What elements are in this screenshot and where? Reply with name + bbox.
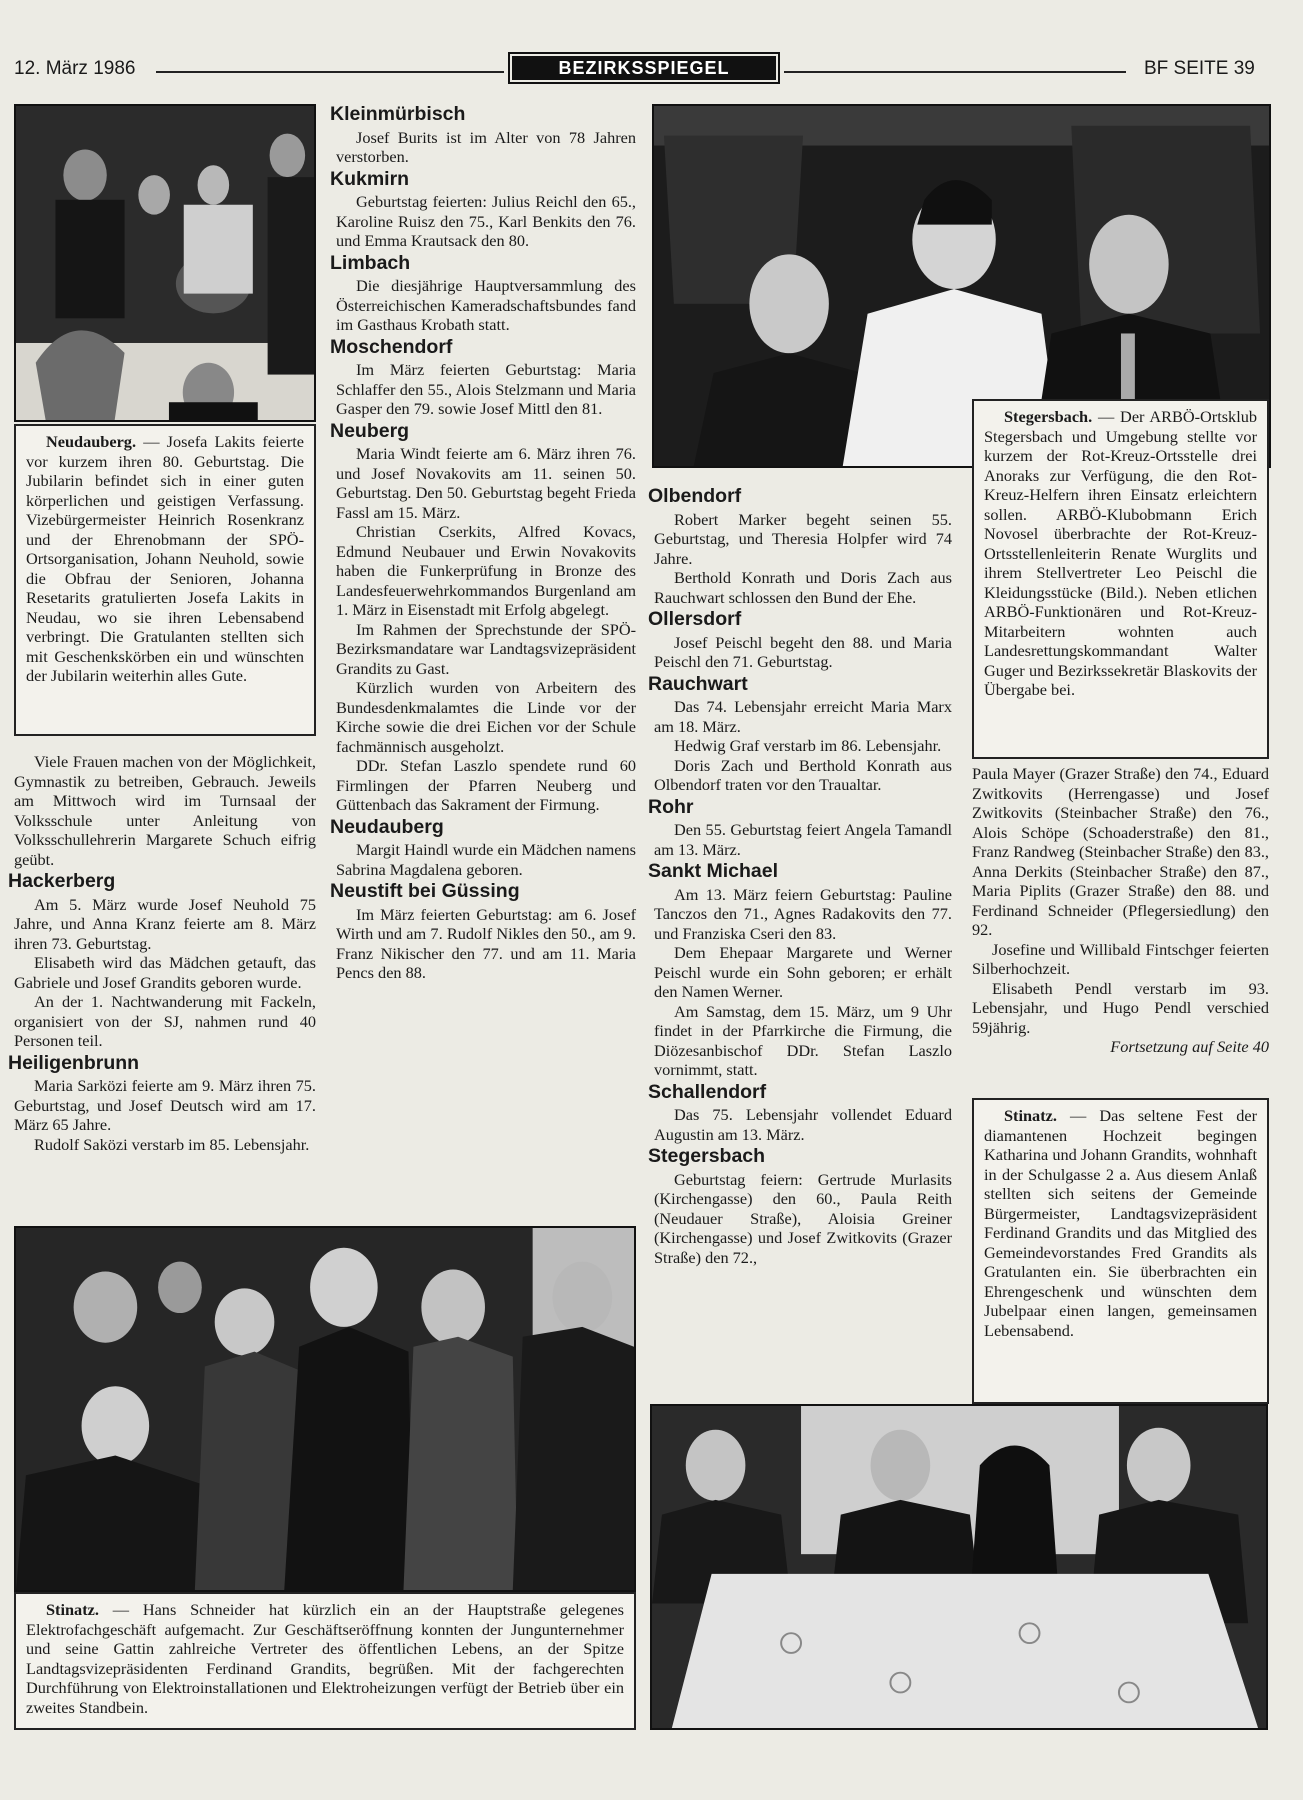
- paragraph: Die diesjährige Hauptversammlung des Österreichischen Kameradschaftsbundes fand im Gasthaus Krobath statt.: [336, 276, 636, 334]
- heading-heiligenbrunn: Heiligenbrunn: [8, 1051, 140, 1074]
- column-1: [8, 752, 316, 1154]
- caption-place: Stegersbach.: [1004, 407, 1093, 426]
- paragraph: Josefine und Willibald Fintschger feierten Silberhochzeit.: [972, 939, 1269, 978]
- paragraph: Kürzlich wurden von Arbeitern des Bundesdenkmalamtes die Linde vor der Kirche sowie die drei Eichen vor der Schule fachmännisch ausgeholzt.: [336, 678, 636, 756]
- heading-rauchwart: Rauchwart: [648, 672, 748, 695]
- paragraph: Geburtstag feierten: Julius Reichl den 65., Karoline Ruisz den 75., Karl Benkits den 76. und Emma Krautsack den 80.: [336, 192, 636, 250]
- paragraph: Margit Haindl wurde ein Mädchen namens Sabrina Magdalena geboren.: [336, 840, 636, 879]
- paragraph: Elisabeth wird das Mädchen getauft, das Gabriele und Josef Grandits geboren wurde.: [14, 953, 316, 992]
- paragraph: Am Samstag, dem 15. März, um 9 Uhr findet in der Pfarrkirche die Firmung, die Diözesanbischof DDr. Stefan Laszlo vornimmt, statt.: [654, 1001, 952, 1079]
- paragraph: Josef Peischl begeht den 88. und Maria Peischl den 71. Geburtstag.: [654, 632, 952, 671]
- paragraph: Das 74. Lebensjahr erreicht Maria Marx am 18. März.: [654, 697, 952, 736]
- heading-moschendorf: Moschendorf: [330, 335, 453, 358]
- caption-text: — Das seltene Fest der diamantenen Hochzeit begingen Katharina und Johann Grandits, wohnhaft in der Schulgasse 2 a. Aus diesem Anlaß stellten sich seitens der Gemeinde Bürgermeister, Landtagsvizepräsident Ferdinand Grandits und das Mitglied des Gemeindevorstandes Fred Grandits als Gratulanten ein. Sie überbrachten ein Ehrengeschenk und wünschten dem Jubelpaar einen langen, gemeinsamen Lebensabend.: [984, 1106, 1257, 1340]
- photo-neudauberg: [14, 104, 316, 422]
- heading-kleinmuerbisch: Kleinmürbisch: [330, 103, 466, 125]
- caption-stinatz-wedding: [972, 1098, 1269, 1404]
- heading-olbendorf: Olbendorf: [648, 485, 742, 507]
- paragraph: Paula Mayer (Grazer Straße) den 74., Eduard Zwitkovits (Herrengasse) und Josef Zwitkovits (Steinbacher Straße) den 76., Alois Schöpe (Schoaderstraße) den 81., Franz Randweg (Steinbacher Straße) den 83., Anna Derkits (Steinbacher Straße) den 87., Maria Piplits (Grazer Straße) den 88. und Ferdinand Schneider (Pflegersiedlung) den 92.: [972, 764, 1269, 939]
- photo-stinatz-couple: [650, 1404, 1268, 1730]
- paragraph: Den 55. Geburtstag feiert Angela Tamandl am 13. März.: [654, 820, 952, 859]
- issue-date: 12. März 1986: [14, 58, 136, 79]
- paragraph: Christian Cserkits, Alfred Kovacs, Edmund Neubauer und Erwin Novakovits haben die Funkerprüfung in Bronze des Landesfeuerwehrkommandos Burgenland am 1. März in Eisenstadt mit Erfolg abgelegt.: [336, 522, 636, 619]
- heading-hackerberg: Hackerberg: [8, 870, 116, 892]
- paragraph: Maria Sarközi feierte am 9. März ihren 75. Geburtstag, und Josef Deutsch wird am 17. März 65 Jahre.: [14, 1076, 316, 1134]
- column-4: [972, 764, 1269, 1057]
- paragraph: Im März feierten Geburtstag: am 6. Josef Wirth und am 7. Rudolf Nikles den 50., am 9. Franz Nikischer den 77. und am 11. Maria Pencs den 88.: [336, 904, 636, 982]
- paragraph: Das 75. Lebensjahr vollendet Eduard Augustin am 13. März.: [654, 1105, 952, 1144]
- paragraph: Berthold Konrath und Doris Zach aus Rauchwart schlossen den Bund der Ehe.: [654, 568, 952, 607]
- paragraph: Hedwig Graf verstarb im 86. Lebensjahr.: [674, 736, 942, 755]
- caption-stinatz-shop: [14, 1592, 636, 1730]
- heading-limbach: Limbach: [330, 251, 411, 274]
- paragraph: Doris Zach und Berthold Konrath aus Olbendorf traten vor den Traualtar.: [654, 755, 952, 794]
- caption-text: — Josefa Lakits feierte vor kurzem ihren 80. Geburtstag. Die Jubilarin befindet sich in einer guten körperlichen und geistigen Verfassung. Vizebürgermeister Heinrich Rosenkranz und der Ehrenobmann der SPÖ-Ortsorganisation, Johann Neuhold, sowie die Obfrau der Senioren, Johanna Resetarits gratulierten Josefa Lakits in Neudau, wo sie ihren Lebensabend verbringt. Die Gratulanten stellten sich mit Geschenkskörben ein und wünschten der Jubilarin weiterhin alles Gute.: [26, 432, 304, 685]
- paragraph: Robert Marker begeht seinen 55. Geburtstag, und Theresia Holpfer wird 74 Jahre.: [654, 509, 952, 568]
- heading-sankt-michael: Sankt Michael: [648, 860, 779, 882]
- heading-neustift: Neustift bei Güssing: [330, 880, 520, 902]
- photo-stinatz-shop: [14, 1226, 636, 1592]
- paragraph: Elisabeth Pendl verstarb im 93. Lebensjahr, und Hugo Pendl verschied 59jährig.: [972, 978, 1269, 1037]
- heading-neudauberg: Neudauberg: [330, 815, 444, 838]
- article-gymnastik: Viele Frauen machen von der Möglichkeit, Gymnastik zu betreiben, Gebrauch. Jeweils am Mittwoch wird im Turnsaal der Volksschule unter Anleitung von Volksschullehrerin Margarete Schuch eifrig geübt.: [14, 752, 316, 869]
- header-rule-right: [784, 71, 1126, 73]
- paragraph: Rudolf Saközi verstarb im 85. Lebensjahr.: [34, 1134, 310, 1154]
- column-2: [330, 102, 636, 983]
- heading-ollersdorf: Ollersdorf: [648, 608, 742, 630]
- section-banner: [508, 52, 780, 84]
- section-title: BEZIRKSSPIEGEL: [512, 56, 776, 80]
- paragraph: DDr. Stefan Laszlo spendete rund 60 Firmlingen der Pfarren Neuberg und Güttenbach das Sakrament der Firmung.: [336, 756, 636, 814]
- caption-text: — Hans Schneider hat kürzlich ein an der Hauptstraße gelegenes Elektrofachgeschäft aufgemacht. Zur Geschäftseröffnung konnten der Jungunternehmer und seine Gattin zahlreiche Vertreter des öffentlichen Lebens, an der Spitze Landtagsvizepräsidenten Ferdinand Grandits, begrüßen. Mit der fachgerechten Durchführung von Elektroinstallationen und Elektroheizungen verfügt der Betrieb über ein zweites Standbein.: [26, 1600, 624, 1717]
- heading-stegersbach: Stegersbach: [648, 1145, 766, 1167]
- paragraph: Im Rahmen der Sprechstunde der SPÖ-Bezirksmandatare war Landtagsvizepräsident Grandits zu Gast.: [336, 619, 636, 678]
- caption-place: Stinatz.: [46, 1600, 99, 1619]
- paragraph: Im März feierten Geburtstag: Maria Schlaffer den 55., Alois Stelzmann und Maria Gasper den 79. sowie Josef Mittl den 81.: [336, 360, 636, 418]
- caption-place: Stinatz.: [1004, 1106, 1057, 1125]
- caption-text: — Der ARBÖ-Ortsklub Stegersbach und Umgebung stellte vor kurzem der Rot-Kreuz-Ortsstelle drei Anoraks zur Verfügung, die den Rot-Kreuz-Helfern ihren Einsatz erleichtern sollen. ARBÖ-Klubobmann Erich Novosel überbrachte der Rot-Kreuz-Ortsstellenleiterin Renate Wurglits und ihrem Stellvertreter Leo Peischl die Kleidungsstücke (Bild.). Neben etlichen ARBÖ-Funktionären und Rot-Kreuz-Mitarbeitern wohnten auch Landesrettungskommandant Walter Guger und Bezirkssekretär Blaskovits der Übergabe bei.: [984, 407, 1257, 699]
- caption-stegersbach: [972, 399, 1269, 759]
- caption-neudauberg: [14, 424, 316, 736]
- page-number: BF SEITE 39: [1144, 58, 1255, 79]
- paragraph: Geburtstag feiern: Gertrude Murlasits (Kirchengasse) den 60., Paula Reith (Neudauer Straße), Aloisia Greiner (Kirchengasse) und Josef Zwitkovits (Grazer Straße) den 72.,: [654, 1169, 952, 1267]
- paragraph: Dem Ehepaar Margarete und Werner Peischl wurde ein Sohn geboren; er erhält den Namen Werner.: [654, 943, 952, 1001]
- caption-place: Neudauberg.: [46, 432, 137, 451]
- heading-kukmirn: Kukmirn: [330, 167, 410, 190]
- paragraph: An der 1. Nachtwanderung mit Fackeln, organisiert von der SJ, nahmen rund 40 Personen teil.: [14, 992, 316, 1050]
- paragraph: Am 13. März feiern Geburtstag: Pauline Tanczos den 71., Agnes Radakovits den 77. und Franziska Cseri den 83.: [654, 884, 952, 943]
- paragraph: Josef Burits ist im Alter von 78 Jahren verstorben.: [336, 127, 636, 166]
- continued-note: Fortsetzung auf Seite 40: [1110, 1037, 1269, 1056]
- heading-rohr: Rohr: [648, 795, 694, 818]
- heading-neuberg: Neuberg: [330, 419, 410, 442]
- paragraph: Am 5. März wurde Josef Neuhold 75 Jahre, und Anna Kranz feierte am 8. März ihren 73. Geburtstag.: [14, 894, 316, 953]
- column-3: [648, 484, 952, 1267]
- heading-schallendorf: Schallendorf: [648, 1080, 767, 1103]
- paragraph: Maria Windt feierte am 6. März ihren 76. und Josef Novakovits am 11. seinen 50. Geburtstag. Den 50. Geburtstag begeht Frieda Fassl am 15. März.: [336, 444, 636, 522]
- header-rule-left: [156, 71, 504, 73]
